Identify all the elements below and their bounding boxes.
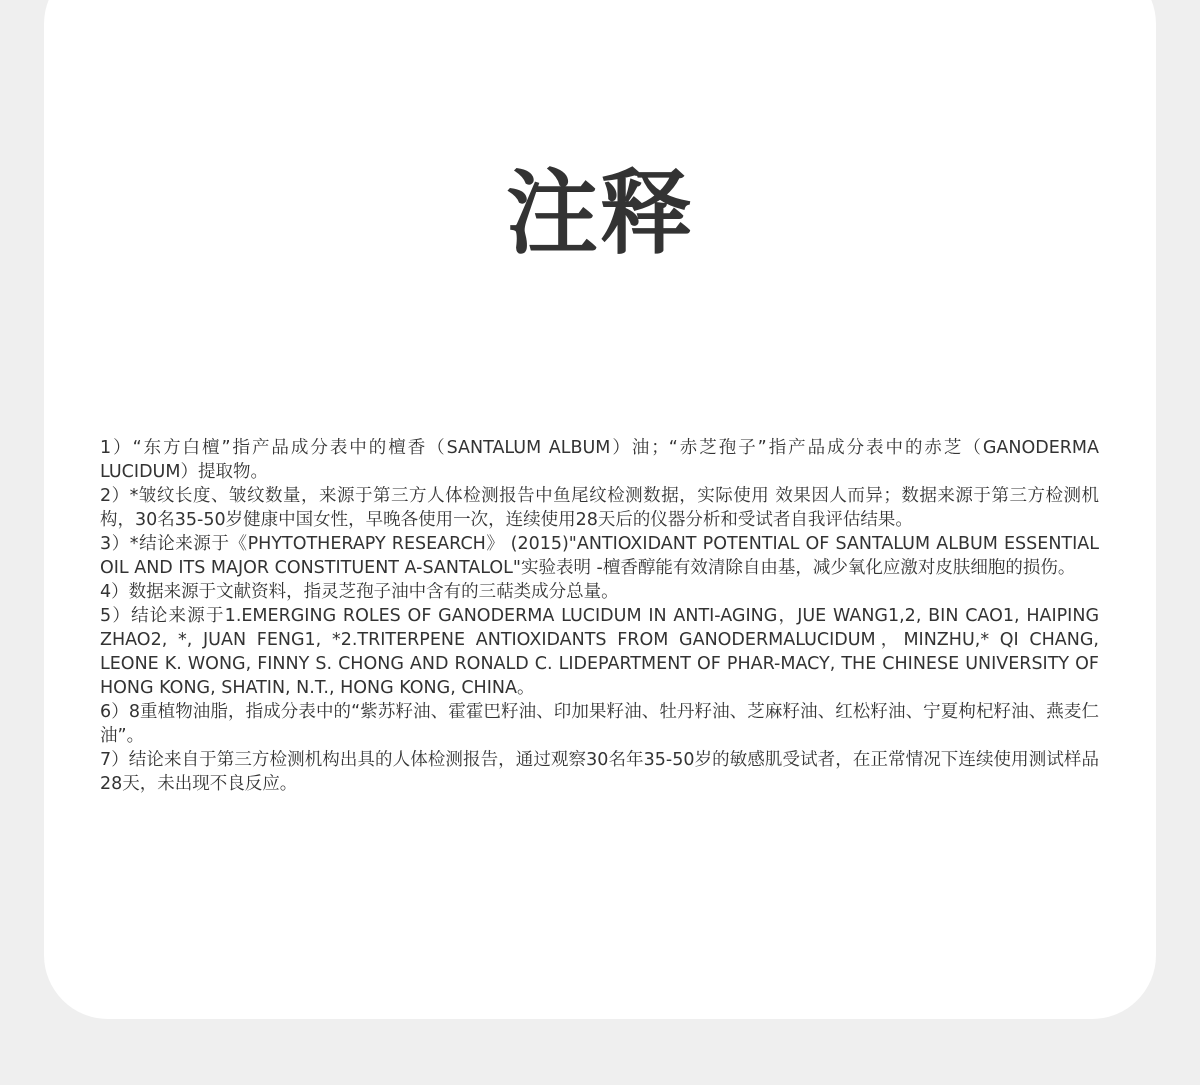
note-item-4: 4）数据来源于文献资料，指灵芝孢子油中含有的三萜类成分总量。 bbox=[100, 582, 619, 602]
note-item-5: 5）结论来源于1.EMERGING ROLES OF GANODERMA LUCIDUM IN ANTI-AGING，JUE WANG1,2, BIN CAO1, HAIPING ZHAO2, *, JUAN FENG1, *2.TRITERPENE ANTIOXIDANTS FROM GANODERMALUCIDUM，MINZHU,* QI CHANG, LEONE K. WONG, FINNY S. CHONG AND RONALD C. LIDEPARTMENT OF PHAR-MACY, THE CHINESE UNIVERSITY OF HONG KONG, SHATIN, N.T., HONG KONG, CHINA。 bbox=[100, 606, 1099, 698]
note-item-3: 3）*结论来源于《PHYTOTHERAPY RESEARCH》 (2015)"ANTIOXIDANT POTENTIAL OF SANTALUM ALBUM ESSENTIAL OIL AND ITS MAJOR CONSTITUENT A-SANTALOL"实验表明 -檀香醇能有效清除自由基，减少氧化应激对皮肤细胞的损伤。 bbox=[100, 534, 1099, 578]
notes-list bbox=[100, 436, 1099, 796]
note-item-6: 6）8重植物油脂，指成分表中的“紫苏籽油、霍霍巴籽油、印加果籽油、牡丹籽油、芝麻籽油、红松籽油、宁夏枸杞籽油、燕麦仁油”。 bbox=[100, 702, 1099, 746]
page-title: 注释 bbox=[505, 160, 694, 267]
note-item-1: 1）“东方白檀”指产品成分表中的檀香（SANTALUM ALBUM）油；“赤芝孢子”指产品成分表中的赤芝（GANODERMA LUCIDUM）提取物。 bbox=[100, 438, 1099, 482]
note-item-2: 2）*皱纹长度、皱纹数量，来源于第三方人体检测报告中鱼尾纹检测数据，实际使用 效果因人而异；数据来源于第三方检测机构，30名35-50岁健康中国女性，早晚各使用一次，连续使用28天后的仪器分析和受试者自我评估结果。 bbox=[100, 486, 1099, 530]
note-item-7: 7）结论来自于第三方检测机构出具的人体检测报告，通过观察30名年35-50岁的敏感肌受试者，在正常情况下连续使用测试样品28天，未出现不良反应。 bbox=[100, 750, 1099, 794]
